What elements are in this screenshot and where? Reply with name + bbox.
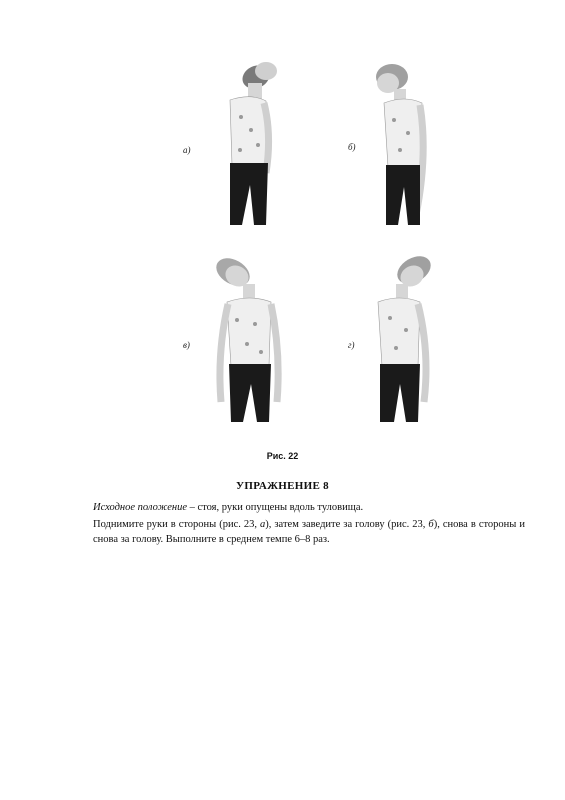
- instruction-text-3: ), снова в стороны и снова за голову. Выполните в среднем темпе 6–8 раз.: [93, 519, 525, 545]
- figure-label-c: в): [183, 340, 190, 350]
- start-position-text: – стоя, руки опущены вдоль туловища.: [187, 502, 364, 513]
- photo-head-tilt-back: [196, 55, 306, 225]
- instruction-paragraph: [93, 517, 525, 547]
- exercise-heading: УПРАЖНЕНИЕ 8: [236, 480, 329, 492]
- photo-head-bow-forward: [350, 55, 460, 225]
- start-position-label: Исходное положение: [93, 502, 188, 513]
- figure-label-b: б): [348, 142, 356, 152]
- instruction-text-1: Поднимите руки в стороны (рис. 23,: [93, 519, 261, 530]
- figure-caption: Рис. 22: [266, 451, 299, 461]
- figure-label-d: г): [348, 340, 355, 350]
- start-position-paragraph: [93, 500, 525, 515]
- photo-head-tilt-right: [195, 252, 305, 422]
- figure-label-a: а): [183, 145, 191, 155]
- figure-ref-a: а: [260, 519, 266, 530]
- instruction-text-2: ), затем заведите за голову (рис. 23,: [265, 519, 429, 530]
- photo-head-tilt-left: [350, 252, 460, 422]
- figure-ref-b: б: [428, 519, 434, 530]
